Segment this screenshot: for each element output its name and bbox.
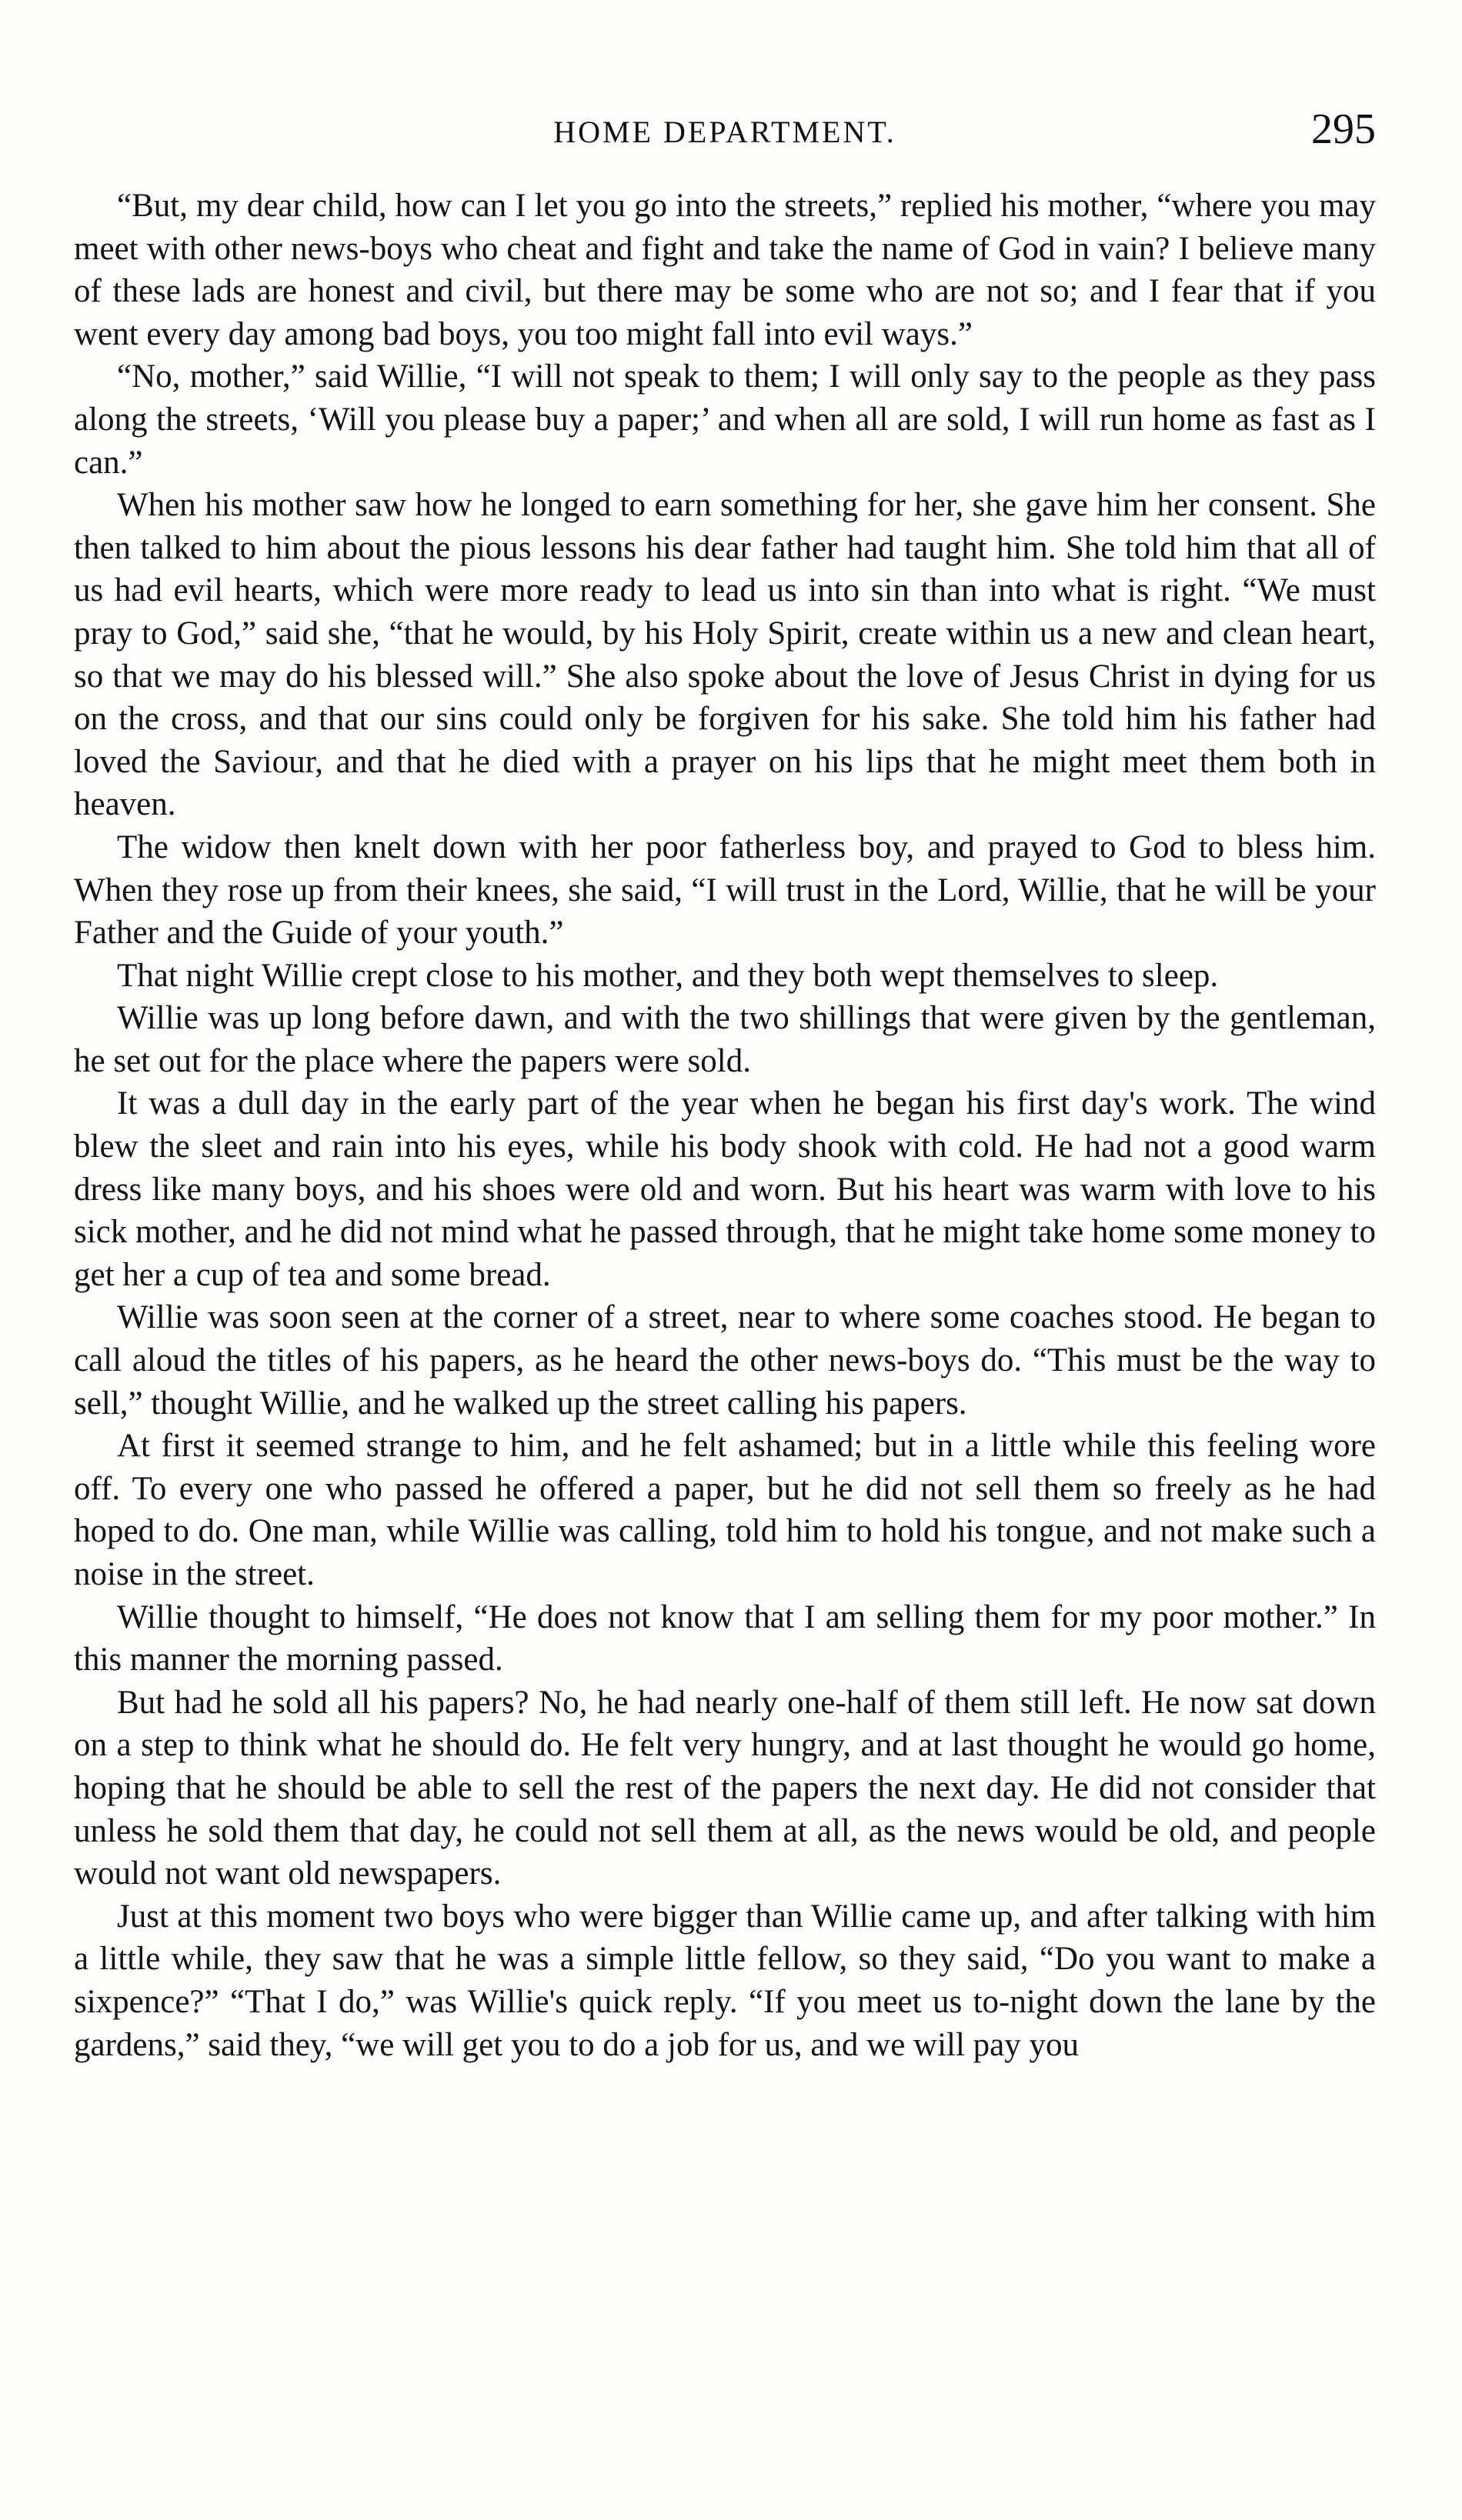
paragraph: “No, mother,” said Willie, “I will not speak to them; I will only say to the people as they pass along the streets, ‘Will you please buy a paper;’ and when all are sold, I will run home as fast as I can.” [74, 358, 1376, 481]
paragraph: But had he sold all his papers? No, he had nearly one-half of them still left. He now sat down on a step to think what he should do. He felt very hungry, and at last thought he would go home, hoping that he should be able to sell the rest of the papers the next day. He did not consider that unless he sold them that day, he could not sell them at all, as the news would be old, and people would not want old newspapers. [74, 1684, 1376, 1892]
paragraph: It was a dull day in the early part of the year when he began his first day's work. The wind blew the sleet and rain into his eyes, while his body shook with cold. He had not a good warm dress like many boys, and his shoes were old and worn. But his heart was warm with love to his sick mother, and he did not mind what he passed through, that he might take home some money to get her a cup of tea and some bread. [74, 1085, 1376, 1293]
running-head: HOME DEPARTMENT. [553, 115, 896, 149]
paragraph: Just at this moment two boys who were bigger than Willie came up, and after talking with him a little while, they saw that he was a simple little fellow, so they said, “Do you want to make a sixpence?” “That I do,” was Willie's quick reply. “If you meet us to-night down the lane by the gardens,” said they, “we will get you to do a job for us, and we will pay you [74, 1898, 1376, 2063]
page-header [74, 105, 1376, 160]
paragraph: Willie was up long before dawn, and with the two shillings that were given by the gentleman, he set out for the place where the papers were sold. [74, 1000, 1376, 1079]
paragraph: That night Willie crept close to his mother, and they both wept themselves to sleep. [117, 957, 1219, 994]
paragraph: Willie was soon seen at the corner of a street, near to where some coaches stood. He began to call aloud the titles of his papers, as he heard the other news-boys do. “This must be the way to sell,” thought Willie, and he walked up the street calling his papers. [74, 1299, 1376, 1422]
page-number: 295 [1311, 105, 1376, 153]
paragraph: “But, my dear child, how can I let you go into the streets,” replied his mother, “where you may meet with other news-boys who cheat and fight and take the name of God in vain? I believe many of these lads are honest and civil, but there may be some who are not so; and I fear that if you went every day among bad boys, you too might fall into evil ways.” [74, 188, 1376, 352]
paragraph: When his mother saw how he longed to earn something for her, she gave him her consent. She then talked to him about the pious lessons his dear father had taught him. She told him that all of us had evil hearts, which were more ready to lead us into sin than into what is right. “We must pray to God,” said she, “that he would, by his Holy Spirit, create within us a new and clean heart, so that we may do his blessed will.” She also spoke about the love of Jesus Christ in dying for us on the cross, and that our sins could only be forgiven for his sake. She told him his father had loved the Saviour, and that he died with a prayer on his lips that he might meet them both in heaven. [74, 487, 1376, 823]
paragraph: At first it seemed strange to him, and he felt ashamed; but in a little while this feeling wore off. To every one who passed he offered a paper, but he did not sell them so freely as he had hoped to do. One man, while Willie was calling, told him to hold his tongue, and not make such a noise in the street. [74, 1428, 1376, 1592]
paragraph: The widow then knelt down with her poor fatherless boy, and prayed to God to bless him. When they rose up from their knees, she said, “I will trust in the Lord, Willie, that he will be your Father and the Guide of your youth.” [74, 828, 1376, 952]
body-text [74, 185, 1376, 2066]
paragraph: Willie thought to himself, “He does not know that I am selling them for my poor mother.” In this manner the morning passed. [74, 1598, 1376, 1678]
